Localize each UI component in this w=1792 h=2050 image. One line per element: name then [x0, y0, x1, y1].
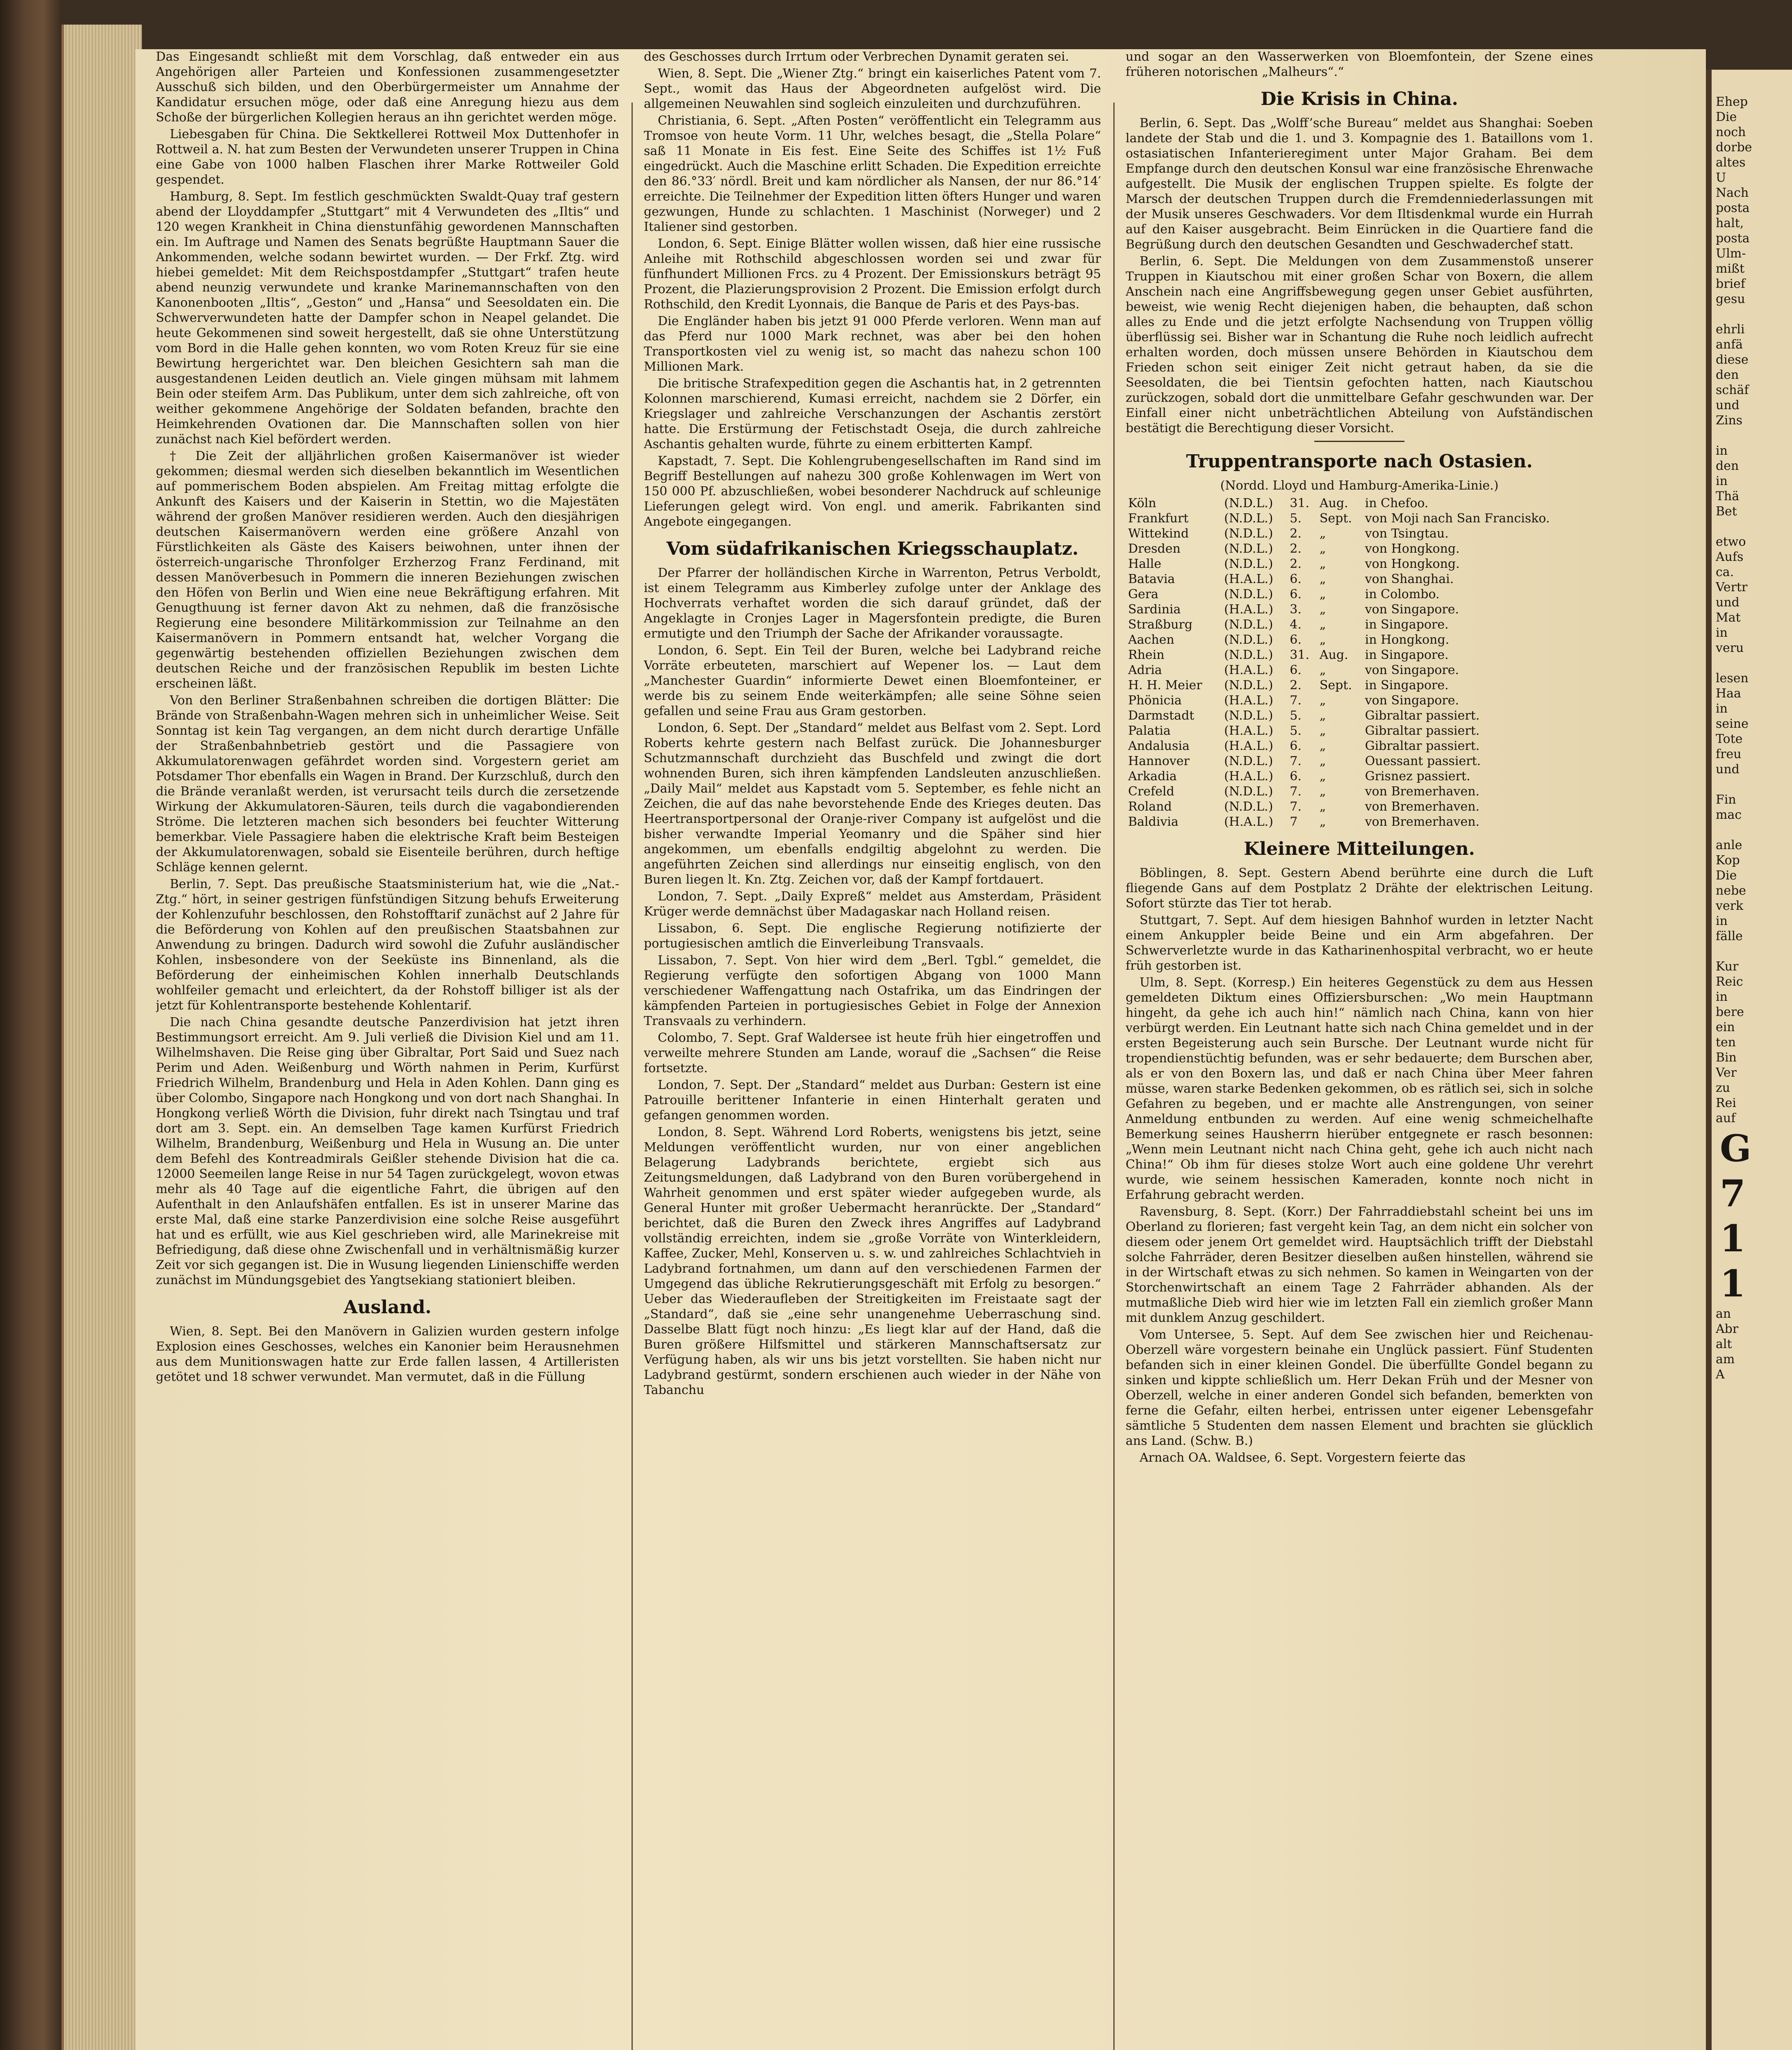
facing-page-fragment: Ver [1716, 1066, 1737, 1080]
article-paragraph: London, 7. Sept. „Daily Expreß“ meldet aus Amsterdam, Präsident Krüger werde demnächst über Madagaskar nach Holland reisen. [644, 889, 1101, 919]
article-paragraph: und sogar an den Wasserwerken von Bloemfontein, der Szene eines früheren notorischen „Malheurs“.“ [1126, 50, 1593, 79]
ship-cell: 4. [1290, 617, 1302, 632]
ship-row [1126, 738, 1593, 754]
ship-cell: 6. [1290, 572, 1302, 586]
article-paragraph: Ulm, 8. Sept. (Korresp.) Ein heiteres Gegenstück zu dem aus Hessen gemeldeten Diktum eines Offiziersburschen: „Wo mein Hauptmann hingeht, da gehe ich auch hin!“ nämlich nach China, kann von hier verbürgt werden. Ein Leutnant hatte sich nach China gemeldet und in der ersten Begeisterung auch sein Bursche. Der Leutnant wurde nicht für tropendienstüchtig befunden, was er sehr bedauerte; dem Burschen aber, als er von den Boxern las, und daß er nach China über Meer fahren müsse, waren starke Bedenken gekommen, ob es rätlich sei, sich in solche Gefahren zu begeben, und er machte alle Anstrengungen, von seiner Anmeldung entbunden zu werden. Auf eine wenig schmeichelhafte Bemerkung seines Hausherrn hierüber entgegnete er rasch besonnen: „Wenn mein Leutnant nicht nach China geht, gehe ich auch nicht nach China!“ Ob ihm für dieses stolze Wort auch eine goldene Uhr verehrt wurde, wie seinem hessischen Kameraden, konnte noch nicht in Erfahrung gebracht werden. [1126, 975, 1593, 1202]
article-paragraph: Colombo, 7. Sept. Graf Waldersee ist heute früh hier eingetroffen und verweilte mehrere Stunden am Lande, worauf die „Sachsen“ die Reise fortsetzte. [644, 1031, 1101, 1075]
ship-cell: (H.A.L.) [1224, 739, 1273, 753]
facing-page-fragment: Aufs [1716, 550, 1744, 564]
facing-page-fragment: und [1716, 595, 1740, 610]
facing-page-fragment: noch [1716, 125, 1746, 139]
ship-cell: in Singapore. [1365, 648, 1449, 662]
ship-cell: Batavia [1128, 572, 1175, 586]
ship-cell: 5. [1290, 724, 1302, 738]
ship-cell: von Hongkong. [1365, 557, 1460, 571]
ship-cell: von Shanghai. [1365, 572, 1454, 586]
ship-cell: (N.D.L.) [1224, 784, 1273, 799]
facing-page-fragment: schäf [1716, 383, 1749, 397]
facing-page-fragment: zu [1716, 1081, 1730, 1095]
ship-cell: von Tsingtau. [1365, 526, 1449, 541]
facing-page-fragment: Mat [1716, 610, 1741, 625]
facing-page-large-glyph: 1 [1720, 1262, 1746, 1305]
facing-page-fragment: posta [1716, 201, 1750, 215]
ship-cell: Aachen [1128, 633, 1174, 647]
facing-page-fragment: und [1716, 398, 1740, 412]
facing-page-fragment: posta [1716, 231, 1750, 246]
article-paragraph: London, 6. Sept. Ein Teil der Buren, welche bei Ladybrand reiche Vorräte erbeuteten, marschiert auf Wepener los. — Laut dem „Manchester Guardin“ informierte Dewet einen Bloemfonteiner, er werde bis zu seinem Ende weiterkämpfen; alle seine Söhne seien gefallen und seine Frau aus Gram gestorben. [644, 643, 1101, 718]
facing-page-fragment: lesen [1716, 671, 1749, 686]
column-divider [1113, 102, 1115, 2050]
facing-page-fragment: bere [1716, 1005, 1744, 1019]
ship-row [1126, 587, 1593, 602]
ship-cell: „ [1319, 572, 1326, 586]
text-column-1 [156, 49, 619, 2050]
facing-page-large-glyph: 1 [1720, 1217, 1746, 1260]
ship-cell: (N.D.L.) [1224, 648, 1273, 662]
article-paragraph: Berlin, 6. Sept. Die Meldungen von dem Zusammenstoß unserer Truppen in Kiautschou mit einer großen Schar von Boxern, die allem Anschein nach eine Angriffsbewegung gegen unser Gebiet ausführten, beweist, wie wenig Recht diejenigen haben, die behaupten, daß schon alles zu Ende und die jetzt erfolgte Nachsendung von Truppen völlig überflüssig sei. Bisher war in Schantung die Ruhe noch leidlich aufrecht erhalten worden, doch müssen unsere Behörden in Kiautschou dem Frieden schon seit einiger Zeit nicht getraut haben, da sie die Seesoldaten, die bei Tientsin gefochten hatten, nach Kiautschou zurückzogen, sobald dort die unmittelbare Gefahr geschwunden war. Der Einfall einer nicht unbeträchtlichen Abteilung von Aufständischen bestätigt die Berechtigung dieser Vorsicht. [1126, 254, 1593, 435]
book-spine [0, 0, 62, 2050]
section-rule [1314, 441, 1404, 442]
ship-cell: 7. [1290, 800, 1302, 814]
ship-row [1126, 541, 1593, 556]
ship-cell: (N.D.L.) [1224, 617, 1273, 632]
article-paragraph: Arnach OA. Waldsee, 6. Sept. Vorgestern feierte das [1140, 1451, 1466, 1465]
ship-cell: von Singapore. [1365, 663, 1459, 677]
section-heading: Kleinere Mitteilungen. [1244, 838, 1475, 859]
article-paragraph: Der Pfarrer der holländischen Kirche in Warrenton, Petrus Verboldt, ist einem Telegramm aus Kimberley zufolge unter der Anklage des Hochverrats verhaftet worden die sich darauf gründet, daß der Angeklagte in Cronjes Lager in Magersfontein predigte, die Buren ermutigte und den Triumph der Sache der Afrikander voraussagte. [644, 566, 1101, 641]
transport-subheading: (Nordd. Lloyd und Hamburg-Amerika-Linie.) [1220, 478, 1499, 493]
facing-page-fragment: Haa [1716, 686, 1741, 701]
facing-page-fragment: gesu [1716, 292, 1745, 306]
ship-cell: Crefeld [1128, 784, 1174, 799]
article-paragraph: Wien, 8. Sept. Bei den Manövern in Galizien wurden gestern infolge Explosion eines Geschosses, welches ein Kanonier beim Herausnehmen aus dem Munitionswagen hatte zur Erde fallen lassen, 4 Artilleristen getötet und 18 schwer verwundet. Man vermutet, daß in die Füllung [156, 1324, 619, 1384]
ship-cell: Rhein [1128, 648, 1165, 662]
article-paragraph: Hamburg, 8. Sept. Im festlich geschmückten Swaldt-Quay traf gestern abend der Lloyddampfer „Stuttgart“ mit 4 Verwundeten des „Iltis“ und 120 wegen Krankheit in China dienstunfähig gewordenen Mannschaften ein. Im Auftrage und Namen des Senats begrüßte Hauptmann Sauer die Ankommenden, welche sodann bewirtet wurden. — Der Frkf. Ztg. wird hiebei gemeldet: Mit dem Reichspostdampfer „Stuttgart“ trafen heute abend neunzig verwundete und kranke Marinemannschaften von den Kanonenbooten „Iltis“, „Geston“ und „Hansa“ und Seesoldaten ein. Die Schwerverwundeten hatte der Dampfer schon in Neapel gelandet. Die heute Gekommenen sind soweit hergestellt, daß sie ohne Unterstützung vom Bord in die Halle gehen konnten, wo vom Roten Kreuz für sie eine Bewirtung hergerichtet war. Den bleichen Gesichtern sah man die ausgestandenen Leiden deutlich an. Viele gingen mühsam mit lahmem Bein oder steifem Arm. Das Publikum, unter dem sich zahlreiche, oft von weither gekommene Angehörige der Soldaten befanden, brachte den Heimkehrenden Ovationen dar. Die Mannschaften sollen von hier zunächst nach Kiel befördert werden. [156, 189, 619, 446]
facing-page-fragment: anle [1716, 838, 1742, 852]
facing-page-fragment: Kur [1716, 959, 1739, 974]
ship-cell: „ [1319, 693, 1326, 708]
article-paragraph: Die nach China gesandte deutsche Panzerdivision hat jetzt ihren Bestimmungsort erreicht. Am 9. Juli verließ die Division Kiel und am 11. Wilhelmshaven. Die Reise ging über Gibraltar, Port Said und Suez nach Perim und Aden. Weißenburg und Wörth nahmen in Perim, Kurfürst Friedrich Wilhelm, Brandenburg und Hela in Aden Kohlen. Dann ging es über Colombo, Singapore nach Hongkong und von dort nach Shanghai. In Hongkong verließ Wörth die Division, fuhr direkt nach Tsingtau und traf dort am 3. Sept. ein. An demselben Tage kamen Kurfürst Friedrich Wilhelm, Brandenburg, Weißenburg und Hela in Wusung an. Die unter dem Befehl des Kontreadmirals Geißler stehende Division hat die ca. 12000 Seemeilen lange Reise in nur 54 Tagen zurückgelegt, wovon etwas mehr als 40 Tage auf die eigentliche Fahrt, die übrigen auf den Aufenthalt in den Anlaufshäfen entfallen. Es ist in unserer Marine das erste Mal, daß eine starke Panzerdivision eine solche Reise ausgeführt hat und es erfüllt, wie aus Kiel geschrieben wird, alle Marinekreise mit Befriedigung, daß diese ohne Zwischenfall und in verhältnismäßig kurzer Zeit vor sich gegangen ist. Die in Wusung liegenden Linienschiffe werden zunächst im Mündungsgebiet des Yangtsekiang stationiert bleiben. [156, 1015, 619, 1287]
facing-page-fragment: anfä [1716, 337, 1743, 352]
article-paragraph: Vom Untersee, 5. Sept. Auf dem See zwischen hier und Reichenau-Oberzell wäre vorgestern beinahe ein Unglück passiert. Fünf Studenten befanden sich in einer kleinen Gondel. Die überfüllte Gondel begann zu sinken und kippte schließlich um. Herr Dekan Früh und der Mesner von Oberzell, welche in einer anderen Gondel sich befanden, bemerkten von ferne die Gefahr, eilten herbei, entrissen unter eigener Lebensgefahr sämtliche 5 Studenten dem nassen Element und brachten sie glücklich ans Land. (Schw. B.) [1126, 1328, 1593, 1448]
ship-cell: 6. [1290, 739, 1302, 753]
facing-page-fragment: alt [1716, 1337, 1732, 1351]
ship-cell: Gibraltar passiert. [1365, 724, 1480, 738]
ship-cell: „ [1319, 557, 1326, 571]
article-paragraph: Die Engländer haben bis jetzt 91 000 Pferde verloren. Wenn man auf das Pferd nur 1000 Mark rechnet, was aber bei den hohen Transportkosten viel zu wenig ist, so macht das nahezu schon 100 Millionen Mark. [644, 314, 1101, 374]
facing-page-fragment: nebe [1716, 884, 1746, 898]
facing-page-fragment: A [1716, 1367, 1725, 1382]
facing-page-fragment: in [1716, 626, 1728, 640]
facing-page-fragment: ca. [1716, 565, 1734, 579]
ship-cell: „ [1319, 815, 1326, 829]
ship-cell: (N.D.L.) [1224, 496, 1273, 510]
facing-page-fragment: und [1716, 762, 1740, 777]
article-paragraph: Berlin, 7. Sept. Das preußische Staatsministerium hat, wie die „Nat.-Ztg.“ hört, in seiner gestrigen fünfstündigen Sitzung behufs Erweiterung der Kohlenzufuhr beschlossen, den Rohstofftarif zunächst auf 2 Jahre für die Beförderung von Kohlen auf den preußischen Staatsbahnen zur Anwendung zu bringen. Dadurch wird sowohl die Zufuhr ausländischer Kohlen, insbesondere von der Seeküste ins Binnenland, als die Beförderung der einheimischen Kohlen innerhalb Deutschlands wohlfeiler gemacht und erleichtert, da der Rohstoff billiger ist als der jetzt für Kohlentransporte bestehende Kohlentarif. [156, 877, 619, 1013]
ship-cell: Phönicia [1128, 693, 1182, 708]
ship-row [1126, 754, 1593, 769]
ship-row [1126, 632, 1593, 647]
ship-cell: Baldivia [1128, 815, 1179, 829]
article-paragraph: Berlin, 6. Sept. Das „Wolff’sche Bureau“ meldet aus Shanghai: Soeben landete der Stab und die 1. und 3. Kompagnie des 1. Bataillons vom 1. ostasiatischen Infanterieregiment unter Major Graham. Bei dem Empfange durch den deutschen Konsul war eine französische Ehrenwache aufgestellt. Die Musik der englischen Truppen spielte. Es folgte der Marsch der deutschen Truppen durch die Fremdenniederlassungen mit der Musik unseres Geschwaders. Vor dem Iltisdenkmal wurde ein Hurrah auf den Kaiser ausgebracht. Beim Einrücken in die Quartiere fand die Begrüßung durch den deutschen Gesandten und Geschwaderchef statt. [1126, 116, 1593, 252]
ship-cell: Sept. [1319, 511, 1352, 526]
ship-cell: „ [1319, 784, 1326, 799]
ship-cell: von Singapore. [1365, 693, 1459, 708]
ship-cell: (N.D.L.) [1224, 708, 1273, 723]
ship-cell: (N.D.L.) [1224, 511, 1273, 526]
ship-cell: H. H. Meier [1128, 678, 1202, 692]
facing-page-fragment: in [1716, 702, 1728, 716]
facing-page-fragment: auf [1716, 1111, 1736, 1125]
facing-page-fragment: den [1716, 459, 1739, 473]
ship-cell: Aug. [1319, 496, 1348, 510]
column-divider [632, 102, 633, 2050]
ship-cell: (N.D.L.) [1224, 800, 1273, 814]
ship-cell: Dresden [1128, 542, 1181, 556]
ship-row [1126, 602, 1593, 617]
ship-cell: „ [1319, 542, 1326, 556]
ship-row [1126, 769, 1593, 784]
ship-row [1126, 784, 1593, 799]
ship-cell: Arkadia [1128, 769, 1177, 784]
ship-cell: Sardinia [1128, 602, 1181, 617]
ship-cell: Gera [1128, 587, 1158, 601]
ship-row [1126, 647, 1593, 663]
text-column-2 [644, 49, 1101, 2050]
facing-page-edge [1706, 70, 1792, 2050]
ship-cell: 31. [1290, 648, 1310, 662]
facing-page-fragment: altes [1716, 155, 1746, 170]
facing-page-fragment: mißt [1716, 262, 1745, 276]
ship-row [1126, 572, 1593, 587]
facing-page-fragment: Reic [1716, 975, 1743, 989]
ship-cell: (N.D.L.) [1224, 526, 1273, 541]
ship-cell: (N.D.L.) [1224, 542, 1273, 556]
article-paragraph: London, 8. Sept. Während Lord Roberts, wenigstens bis jetzt, seine Meldungen veröffentlicht wurden, nur von einer angeblichen Belagerung Ladybrands berichtete, ergiebt sich aus Zeitungsmeldungen, daß Ladybrand von den Buren vorübergehend in Wahrheit genommen und erst später wieder aufgegeben wurde, als General Hunter mit großer Uebermacht heranrückte. Der „Standard“ berichtet, daß die Buren den Zweck ihres Angriffes auf Ladybrand vollständig erreichten, indem sie „große Vorräte von Winterkleidern, Kaffee, Zucker, Mehl, Konserven u. s. w. und zahlreiches Schlachtvieh in Ladybrand fortnahmen, um dann auf den verschiedenen Farmen der Umgegend das übliche Rekrutierungsgeschäft mit Erfolg zu besorgen.“ Ueber das Wiederaufleben der Streitigkeiten im Freistaate sagt der „Standard“, daß sie „eine sehr unangenehme Ueberraschung sind. Dasselbe Blatt fügt noch hinzu: „Es liegt klar auf der Hand, daß die Buren größere Hilfsmittel und stärkeren Mannschaftsersatz zur Verfügung haben, als wir uns bis jetzt vorstellten. Sie haben nicht nur Ladybrand gestürmt, sondern erschienen auch wieder in der Nähe von Tabanchu [644, 1125, 1101, 1397]
article-paragraph: Lissabon, 7. Sept. Von hier wird dem „Berl. Tgbl.“ gemeldet, die Regierung verfügte den sofortigen Abgang von 1000 Mann verschiedener Waffengattung nach Ostafrika, um das Eindringen der kämpfenden Parteien in portugiesisches Gebiet in Folge der Annexion Transvaals zu verhindern. [644, 953, 1101, 1028]
facing-page-fragment: ten [1716, 1035, 1736, 1050]
ship-cell: Gibraltar passiert. [1365, 708, 1480, 723]
facing-page-fragment: Zins [1716, 413, 1743, 428]
facing-page-fragment: Vertr [1716, 580, 1748, 594]
facing-page-fragment: ehrli [1716, 322, 1745, 337]
ship-cell: von Moji nach San Francisko. [1365, 511, 1550, 526]
ship-cell: Ouessant passiert. [1365, 754, 1481, 768]
article-paragraph: Die britische Strafexpedition gegen die Aschantis hat, in 2 getrennten Kolonnen marschierend, Kumasi erreicht, nachdem sie 2 Dörfer, ein Kriegslager und zahlreiche Verschanzungen der Aschantis zerstört hatte. Die Erstürmung der Fetischstadt Oseja, die durch zahlreiche Aschantis gehalten wurde, führte zu einem erbitterten Kampf. [644, 376, 1101, 451]
ship-cell: „ [1319, 769, 1326, 784]
ship-row [1126, 663, 1593, 678]
ship-cell: „ [1319, 602, 1326, 617]
article-paragraph: London, 6. Sept. Der „Standard“ meldet aus Belfast vom 2. Sept. Lord Roberts kehrte gestern nach Belfast zurück. Die Johannesburger Schutzmannschaft durchzieht das Buschfeld und zwingt die dort wohnenden Buren, sich ihren kämpfenden Landsleuten anzuschließen. „Daily Mail“ meldet aus Kapstadt vom 5. September, es fehle nicht an Zeichen, die auf das nahe bevorstehende Ende des Krieges deuten. Das Heertransportpersonal der Oranje-river Company ist aufgelöst und die bisher verwandte Imperial Yeomanry und die Späher sind hier angekommen, um ebenfalls endgiltig abgelohnt zu werden. Die angeführten Zeichen sind allerdings nur einseitig englisch, von den Buren liegen lt. Kn. Ztg. Zeichen vor, daß der Kampf fortdauert. [644, 721, 1101, 887]
ship-cell: 2. [1290, 526, 1302, 541]
article-paragraph: Böblingen, 8. Sept. Gestern Abend berührte eine durch die Luft fliegende Gans auf dem Postplatz 2 Drähte der elektrischen Leitung. Sofort stürzte das Tier tot herab. [1126, 866, 1593, 911]
ship-cell: Palatia [1128, 724, 1171, 738]
article-paragraph: Von den Berliner Straßenbahnen schreiben die dortigen Blätter: Die Brände von Straßenbahn-Wagen mehren sich in unheimlicher Weise. Seit Sonntag ist kein Tag vergangen, an dem nicht durch derartige Unfälle der Straßenbahnbetrieb gestört und die Passagiere von Akkumulatorenwagen gefährdet worden sind. Vorgestern geriet am Potsdamer Thor ebenfalls ein Wagen in Brand. Der Kurzschluß, durch den die Brände veranlaßt werden, ist verursacht teils durch die zersetzende Wirkung der Akkumulatoren-Säuren, teils durch die vagabondierenden Ströme. Die letzteren machen sich besonders bei feuchter Witterung bemerkbar. Viele Passagiere haben die elektrische Kraft beim Besteigen der Akkumulatorenwagen, sobald sie Eisenteile berühren, durch heftige Schläge kennen gelernt. [156, 693, 619, 875]
facing-page-fragment: veru [1716, 641, 1744, 655]
ship-row [1126, 556, 1593, 572]
article-paragraph: Das Eingesandt schließt mit dem Vorschlag, daß entweder ein aus Angehörigen aller Parteien und Konfessionen zusammengesetzter Ausschuß sich bilden, und den Oberbürgermeister um Annahme der Kandidatur ersuchen möge, oder daß eine Anregung hiezu aus dem Schoße der bürgerlichen Kollegien heraus an ihn gerichtet werden möge. [156, 50, 619, 125]
facing-page-large-glyph: G [1720, 1127, 1751, 1170]
facing-page-fragment: mac [1716, 808, 1742, 822]
facing-page-fragment: in [1716, 444, 1728, 458]
ship-cell: „ [1319, 754, 1326, 768]
ship-row [1126, 678, 1593, 693]
ship-row [1126, 708, 1593, 723]
ship-cell: „ [1319, 617, 1326, 632]
ship-cell: Straßburg [1128, 617, 1192, 632]
facing-page-fragment: Nach [1716, 186, 1749, 200]
ship-cell: (H.A.L.) [1224, 602, 1273, 617]
ship-cell: in Singapore. [1365, 678, 1449, 692]
ship-row [1126, 526, 1593, 541]
ship-row [1126, 723, 1593, 738]
page-edges [62, 25, 142, 2050]
facing-page-fragment: Die [1716, 868, 1737, 883]
col3-top-section [1126, 49, 1593, 436]
ship-cell: „ [1319, 708, 1326, 723]
ship-cell: Halle [1128, 557, 1161, 571]
ship-cell: (H.A.L.) [1224, 769, 1273, 784]
ship-cell: Hannover [1128, 754, 1190, 768]
ship-cell: in Hongkong. [1365, 633, 1450, 647]
ship-cell: in Chefoo. [1365, 496, 1429, 510]
ship-cell: „ [1319, 739, 1326, 753]
facing-page-fragment: halt, [1716, 216, 1744, 230]
facing-page-fragment: verk [1716, 899, 1744, 913]
ship-cell: „ [1319, 526, 1326, 541]
ship-cell: Roland [1128, 800, 1172, 814]
ship-cell: (H.A.L.) [1224, 815, 1273, 829]
ship-cell: (N.D.L.) [1224, 754, 1273, 768]
facing-page-fragment: dorbe [1716, 140, 1752, 155]
ship-cell: Sept. [1319, 678, 1352, 692]
facing-page-fragment: den [1716, 368, 1739, 382]
facing-page-fragment: in [1716, 474, 1728, 488]
ship-cell: Köln [1128, 496, 1156, 510]
facing-page-fragment: Tote [1716, 732, 1743, 746]
ship-cell: (N.D.L.) [1224, 557, 1273, 571]
ship-cell: 6. [1290, 769, 1302, 784]
ship-cell: von Bremerhaven. [1365, 784, 1480, 799]
article-paragraph: Lissabon, 6. Sept. Die englische Regierung notifizierte der portugiesischen amtlich die Einverleibung Transvaals. [644, 921, 1101, 951]
ship-cell: Grisnez passiert. [1365, 769, 1471, 784]
col3-bottom-section [1126, 837, 1593, 1465]
facing-page-fragment: ein [1716, 1020, 1735, 1034]
ship-row [1126, 693, 1593, 708]
ship-cell: 6. [1290, 663, 1302, 677]
ship-cell: 7. [1290, 784, 1302, 799]
facing-page-fragment: fälle [1716, 929, 1743, 943]
section-heading: Ausland. [343, 1297, 432, 1318]
ship-cell: in Singapore. [1365, 617, 1449, 632]
ship-cell: 7. [1290, 693, 1302, 708]
facing-page-fragment: freu [1716, 747, 1742, 761]
ship-cell: von Hongkong. [1365, 542, 1460, 556]
ship-cell: „ [1319, 633, 1326, 647]
ship-cell: 2. [1290, 678, 1302, 692]
facing-page-fragment: brief [1716, 277, 1745, 291]
ship-row [1126, 617, 1593, 632]
facing-page-fragment: am [1716, 1352, 1735, 1367]
ship-cell: 6. [1290, 633, 1302, 647]
text-column-3 [1126, 49, 1593, 2050]
facing-page-fragment [1712, 944, 1792, 959]
facing-page-fragment: an [1716, 1307, 1731, 1321]
ship-row [1126, 799, 1593, 814]
ship-cell: Gibraltar passiert. [1365, 739, 1480, 753]
article-paragraph: Stuttgart, 7. Sept. Auf dem hiesigen Bahnhof wurden in letzter Nacht einem Ankuppler beide Beine und ein Arm abgefahren. Der Schwerverletzte wurde in das Katharinenhospital verbracht, wo er heute früh gestorben ist. [1126, 913, 1593, 973]
facing-page-fragment: Kop [1716, 853, 1740, 868]
ship-cell: (N.D.L.) [1224, 587, 1273, 601]
facing-page-fragment: seine [1716, 717, 1749, 731]
facing-page-fragment: in [1716, 990, 1728, 1004]
ship-cell: (H.A.L.) [1224, 724, 1273, 738]
article-paragraph: † Die Zeit der alljährlichen großen Kaisermanöver ist wieder gekommen; diesmal werden sich dieselben bekanntlich im Wesentlichen auf pommerischem Boden abspielen. Am Freitag mittag erfolgte die Ankunft des Kaisers und der Kaiserin in Stettin, wo die Majestäten während der großen Manöver residieren werden. Auch den diesjährigen deutschen Kaisermanövern werden eine größere Anzahl von Fürstlichkeiten als Gäste des Kaisers beiwohnen, unter ihnen der österreich-ungarische Thronfolger Erzherzog Franz Ferdinand, mit dessen Manöverbesuch in Pommern die inneren Beziehungen zwischen den Höfen von Berlin und Wien eine neue Bekräftigung erfahren. Mit Genugthuung ist ferner davon Akt zu nehmen, daß die französische Regierung eine besondere Militärkommission zur Teilnahme an den Kaisermanövern in Pommern entsandt hat, welcher Vorgang die gegenwärtig bestehenden offiziellen Beziehungen zwischen dem deutschen Reiche und der französischen Republik im besten Lichte erscheinen läßt. [156, 449, 619, 691]
ship-cell: (H.A.L.) [1224, 693, 1273, 708]
ship-cell: von Bremerhaven. [1365, 815, 1480, 829]
facing-page-fragment [1712, 307, 1792, 322]
section-heading: Die Krisis in China. [1261, 89, 1458, 109]
facing-page-fragment [1712, 777, 1792, 792]
facing-page-fragment [1712, 428, 1792, 443]
facing-page-fragment [1712, 822, 1792, 838]
ship-cell: 6. [1290, 587, 1302, 601]
article-paragraph: des Geschosses durch Irrtum oder Verbrechen Dynamit geraten sei. [644, 50, 1069, 64]
facing-page-fragment: Abr [1716, 1322, 1739, 1336]
ship-cell: Wittekind [1128, 526, 1189, 541]
ship-cell: 2. [1290, 542, 1302, 556]
article-paragraph: Ravensburg, 8. Sept. (Korr.) Der Fahrraddiebstahl scheint bei uns im Oberland zu florieren; fast vergeht kein Tag, an dem nicht ein solcher von diesem oder jenem Ort gemeldet wird. Hauptsächlich trifft der Diebstahl solche Fahrräder, deren Besitzer dieselben außen hinstellen, während sie in der Wirtschaft etwas zu sich nehmen. So kamen in Weingarten von der Storchenwirtschaft an einem Tage 2 Fahrräder abhanden. Als der mutmaßliche Dieb wird hier wie im letzten Fall ein ziemlich großer Mann mit dunklem Anzug geschildert. [1126, 1205, 1593, 1325]
article-paragraph: London, 7. Sept. Der „Standard“ meldet aus Durban: Gestern ist eine Patrouille berittener Infanterie in einen Hinterhalt geraten und gefangen genommen worden. [644, 1078, 1101, 1123]
facing-page-text [1712, 70, 1792, 1382]
ship-cell: „ [1319, 800, 1326, 814]
facing-page-fragment: Ehep [1716, 95, 1748, 109]
ship-cell: „ [1319, 724, 1326, 738]
ship-cell: von Singapore. [1365, 602, 1459, 617]
facing-page-fragment: U [1716, 171, 1726, 185]
article-paragraph: London, 6. Sept. Einige Blätter wollen wissen, daß hier eine russische Anleihe mit Rothschild abgeschlossen worden sei und zwar für fünfhundert Millionen Frcs. zu 4 Prozent. Der Emissionskurs beträgt 95 Prozent, die Plazierungsprovision 2 Prozent. Die Emission erfolgt durch Rothschild, den Kredit Lyonnais, die Banque de Paris et des Pays-bas. [644, 237, 1101, 312]
article-paragraph: Liebesgaben für China. Die Sektkellerei Rottweil Mox Duttenhofer in Rottweil a. N. hat zum Besten der Verwundeten unserer Truppen in China eine Gabe von 1000 halben Flaschen ihrer Marke Rottweiler Gold gespendet. [156, 127, 619, 187]
ship-cell: Frankfurt [1128, 511, 1189, 526]
ship-cell: Adria [1128, 663, 1162, 677]
article-paragraph: Christiania, 6. Sept. „Aften Posten“ veröffentlicht ein Telegramm aus Tromsoe von heute Vorm. 11 Uhr, welches besagt, die „Stella Polare“ saß 11 Monate in Eis fest. Eine Seite des Schiffes ist 1½ Fuß eingedrückt. Auch die Maschine erlitt Schaden. Die Expedition erreichte den 86.°33′ nördl. Breit und kam nördlicher als Nansen, der nur 86.°14′ erreichte. Die Teilnehmer der Expedition litten öfters Hunger und waren gezwungen, Hunde zu schlachten. 1 Maschinist (Norweger) und 2 Italiener sind gestorben. [644, 114, 1101, 234]
ship-cell: 5. [1290, 511, 1302, 526]
article-paragraph: Kapstadt, 7. Sept. Die Kohlengrubengesellschaften im Rand sind im Begriff Bestellungen auf nahezu 300 große Kohlenwagen im Wert von 150 000 Pf. abzuschließen, wobei besonderer Nachdruck auf schleunige Lieferungen gelegt wird. Von engl. und amerik. Fabrikanten sind Angebote eingegangen. [644, 454, 1101, 529]
facing-page-fragment: Rei [1716, 1096, 1736, 1110]
facing-page-fragment: Thä [1716, 489, 1740, 503]
facing-page-fragment: Fin [1716, 793, 1736, 807]
facing-page-fragment [1712, 519, 1792, 534]
ship-cell: (N.D.L.) [1224, 678, 1273, 692]
facing-page-fragment: Die [1716, 110, 1737, 124]
ship-cell: (H.A.L.) [1224, 572, 1273, 586]
ship-cell: 31. [1290, 496, 1310, 510]
ship-cell: (N.D.L.) [1224, 633, 1273, 647]
ship-transport-table [1126, 496, 1593, 829]
ship-cell: 3. [1290, 602, 1302, 617]
facing-page-fragment: in [1716, 914, 1728, 928]
ship-cell: von Bremerhaven. [1365, 800, 1480, 814]
ship-cell: „ [1319, 663, 1326, 677]
facing-page-fragment: Bin [1716, 1050, 1737, 1065]
ship-cell: 2. [1290, 557, 1302, 571]
ship-cell: „ [1319, 587, 1326, 601]
ship-cell: Andalusia [1128, 739, 1190, 753]
ship-cell: in Colombo. [1365, 587, 1440, 601]
ship-cell: 7 [1290, 815, 1298, 829]
article-paragraph: Wien, 8. Sept. Die „Wiener Ztg.“ bringt ein kaiserliches Patent vom 7. Sept., womit das Haus der Abgeordneten aufgelöst wird. Die allgemeinen Neuwahlen sind sogleich einzuleiten und durchzuführen. [644, 66, 1101, 111]
transport-heading: Truppentransporte nach Ostasien. [1186, 451, 1533, 472]
ship-cell: Aug. [1319, 648, 1348, 662]
facing-page-fragment: Ulm- [1716, 246, 1746, 261]
ship-row [1126, 814, 1593, 829]
facing-page-large-glyph: 7 [1720, 1172, 1746, 1215]
facing-page-fragment [1712, 656, 1792, 671]
ship-row [1126, 511, 1593, 526]
section-heading: Vom südafrikanischen Kriegsschauplatz. [666, 538, 1079, 559]
ship-cell: 7. [1290, 754, 1302, 768]
ship-cell: (H.A.L.) [1224, 663, 1273, 677]
facing-page-fragment: diese [1716, 353, 1749, 367]
ship-cell: Darmstadt [1128, 708, 1195, 723]
ship-row [1126, 496, 1593, 511]
facing-page-fragment: Bet [1716, 504, 1737, 519]
ship-cell: 5. [1290, 708, 1302, 723]
facing-page-fragment: etwo [1716, 535, 1746, 549]
